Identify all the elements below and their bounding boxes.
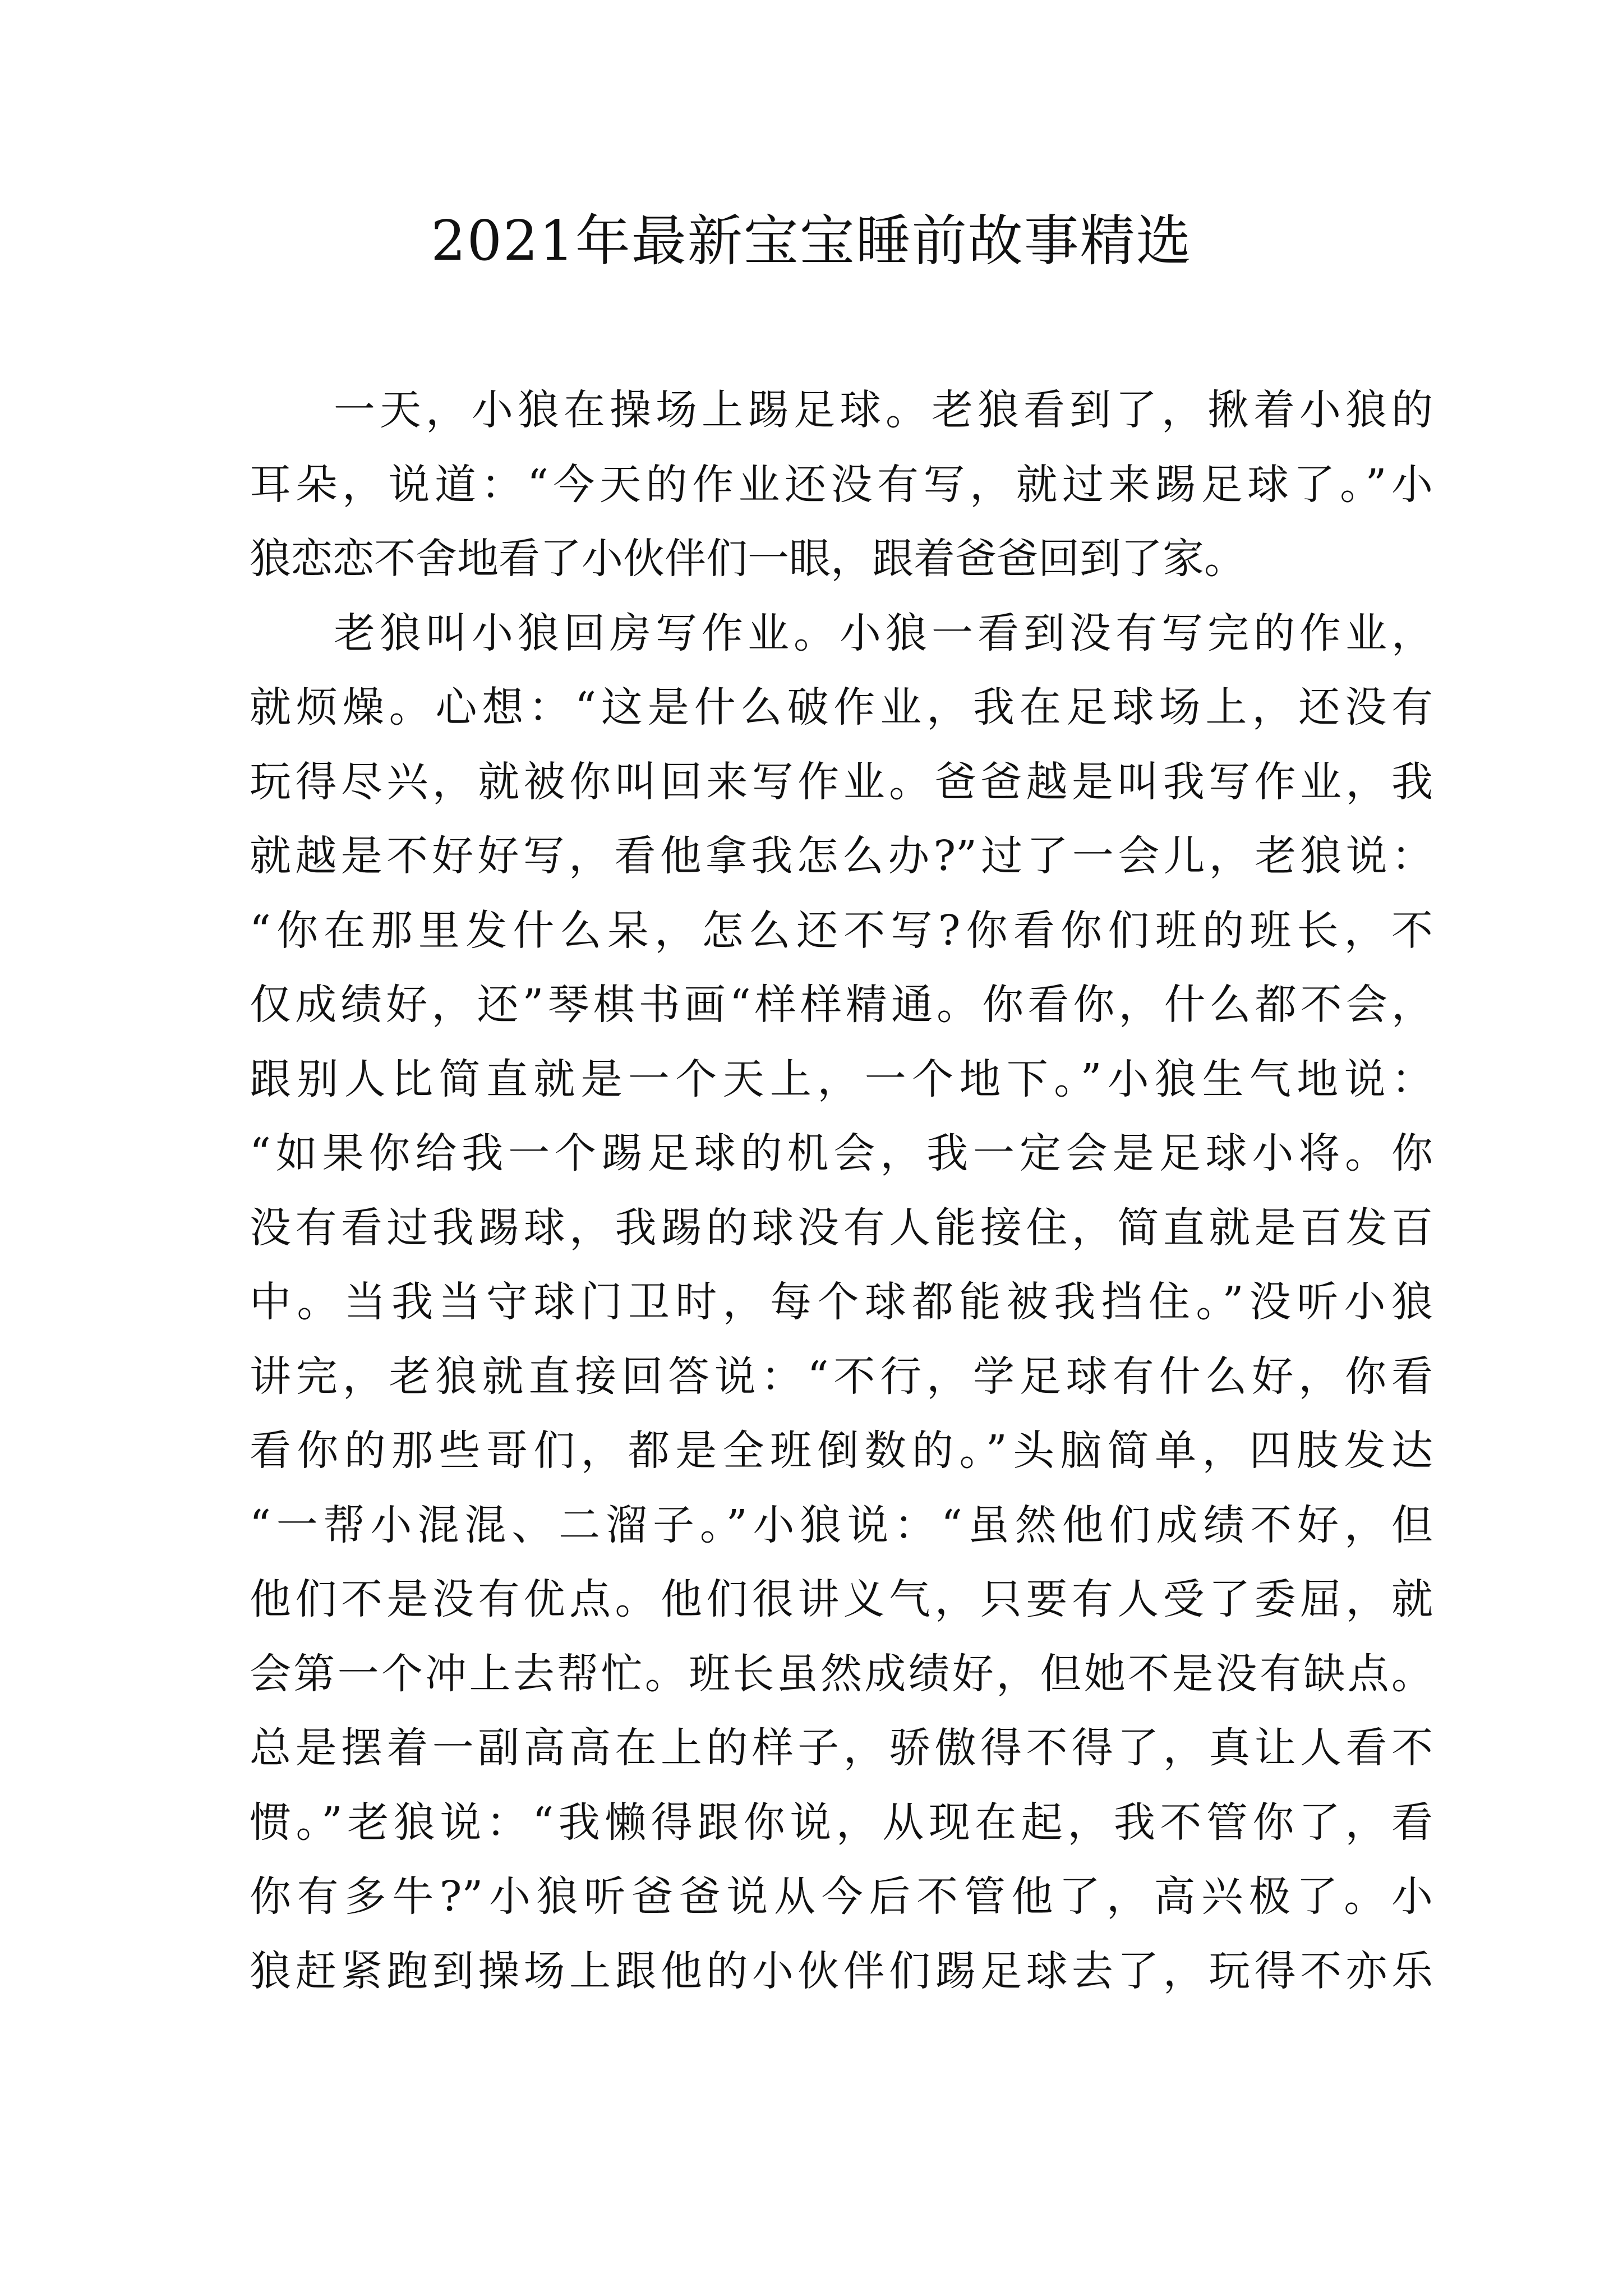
text-line: 就越是不好好写，看他拿我怎么办?”过了一会儿，老狼说： [250,832,1433,880]
text-line: 会第一个冲上去帮忙。班长虽然成绩好，但她不是没有缺点。 [250,1649,1433,1698]
text-line: “你在那里发什么呆，怎么还不写?你看你们班的班长，不 [250,906,1433,955]
text-line: 老狼叫小狼回房写作业。小狼一看到没有写完的作业， [334,609,1433,657]
text-line: 没有看过我踢球，我踢的球没有人能接住，简直就是百发百 [250,1203,1433,1252]
text-line: 狼恋恋不舍地看了小伙伴们一眼，跟着爸爸回到了家。 [250,535,1246,583]
document-body [250,373,1433,2008]
text-line: 玩得尽兴，就被你叫回来写作业。爸爸越是叫我写作业，我 [250,757,1433,806]
text-line: 耳朵，说道：“今天的作业还没有写，就过来踢足球了。”小 [250,460,1433,509]
text-line: 总是摆着一副高高在上的样子，骄傲得不得了，真让人看不 [250,1724,1433,1772]
text-line: “如果你给我一个踢足球的机会，我一定会是足球小将。你 [250,1129,1433,1177]
paragraph-2 [250,596,1433,2009]
text-line: 你有多牛?”小狼听爸爸说从今后不管他了，高兴极了。小 [250,1872,1433,1921]
text-line: 讲完，老狼就直接回答说：“不行，学足球有什么好，你看 [250,1352,1433,1401]
paragraph-1 [250,373,1433,596]
text-line: 一天，小狼在操场上踢足球。老狼看到了，揪着小狼的 [334,386,1433,434]
text-line: 看你的那些哥们，都是全班倒数的。”头脑简单，四肢发达 [250,1427,1433,1475]
text-line: 狼赶紧跑到操场上跟他的小伙伴们踢足球去了，玩得不亦乐 [250,1947,1433,1995]
text-line: 仅成绩好，还”琴棋书画“样样精通。你看你，什么都不会， [250,981,1433,1029]
text-line: 中。当我当守球门卫时，每个球都能被我挡住。”没听小狼 [250,1278,1433,1326]
text-line: 就烦燥。心想：“这是什么破作业，我在足球场上，还没有 [250,683,1433,731]
text-line: 跟别人比简直就是一个天上，一个地下。”小狼生气地说： [250,1055,1433,1103]
text-line: “一帮小混混、二溜子。”小狼说：“虽然他们成绩不好，但 [250,1501,1433,1549]
text-line: 惯。”老狼说：“我懒得跟你说，从现在起，我不管你了，看 [250,1798,1433,1847]
text-line: 他们不是没有优点。他们很讲义气，只要有人受了委屈，就 [250,1575,1433,1623]
document-title: 2021年最新宝宝睡前故事精选 [431,209,1192,273]
